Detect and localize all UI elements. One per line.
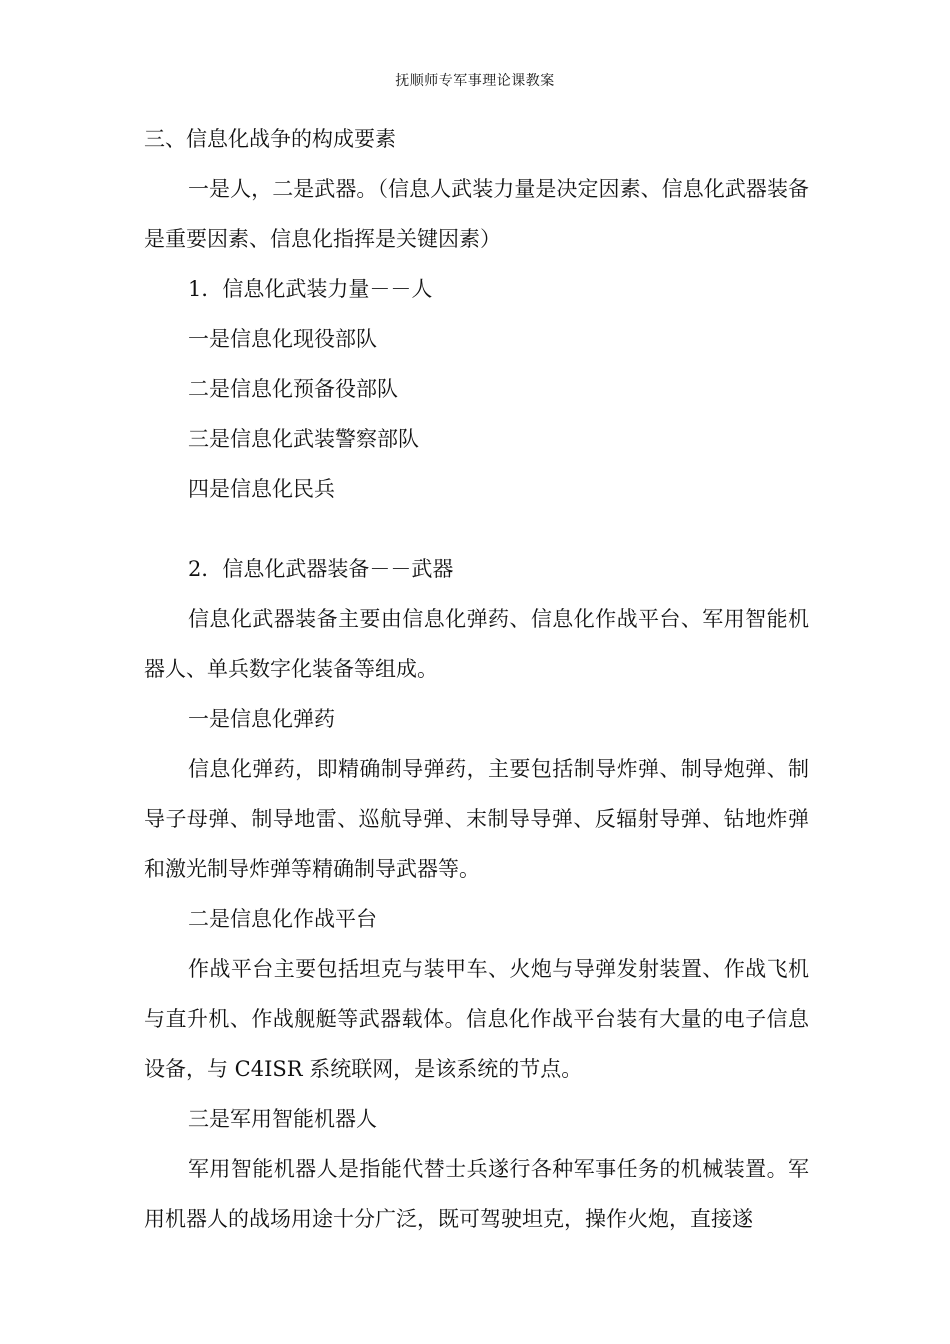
list-item: 二是信息化预备役部队 [188,377,398,401]
section-1-heading: 1．信息化武装力量－－人 [188,277,433,301]
document-body [144,114,809,1244]
section-2-intro: 信息化武器装备主要由信息化弹药、信息化作战平台、军用智能机器人、单兵数字化装备等组成。 [144,607,809,681]
list-item: 三是信息化武装警察部队 [188,427,419,451]
intro-paragraph: 一是人，二是武器。（信息人武装力量是决定因素、信息化武器装备是重要因素、信息化指挥是关键因素） [144,177,809,251]
subsection-1-text: 信息化弹药，即精确制导弹药，主要包括制导炸弹、制导炮弹、制导子母弹、制导地雷、巡航导弹、末制导导弹、反辐射导弹、钻地炸弹和激光制导炸弹等精确制导武器等。 [144,757,809,881]
list-item: 一是信息化现役部队 [188,327,377,351]
paragraph-gap [144,514,809,544]
list-item: 四是信息化民兵 [188,477,335,501]
section-title: 三、信息化战争的构成要素 [144,127,396,151]
running-header: 抚顺师专军事理论课教案 [395,73,555,89]
subsection-3-text: 军用智能机器人是指能代替士兵遂行各种军事任务的机械装置。军用机器人的战场用途十分广泛，既可驾驶坦克，操作火炮，直接遂 [144,1157,809,1231]
section-2-heading: 2．信息化武器装备－－武器 [188,557,454,581]
subsection-1-heading: 一是信息化弹药 [188,707,335,731]
subsection-3-heading: 三是军用智能机器人 [188,1107,377,1131]
subsection-2-text: 作战平台主要包括坦克与装甲车、火炮与导弹发射装置、作战飞机与直升机、作战舰艇等武器载体。信息化作战平台装有大量的电子信息设备，与 C4ISR 系统联网，是该系统的节点。 [144,957,809,1081]
subsection-2-heading: 二是信息化作战平台 [188,907,377,931]
